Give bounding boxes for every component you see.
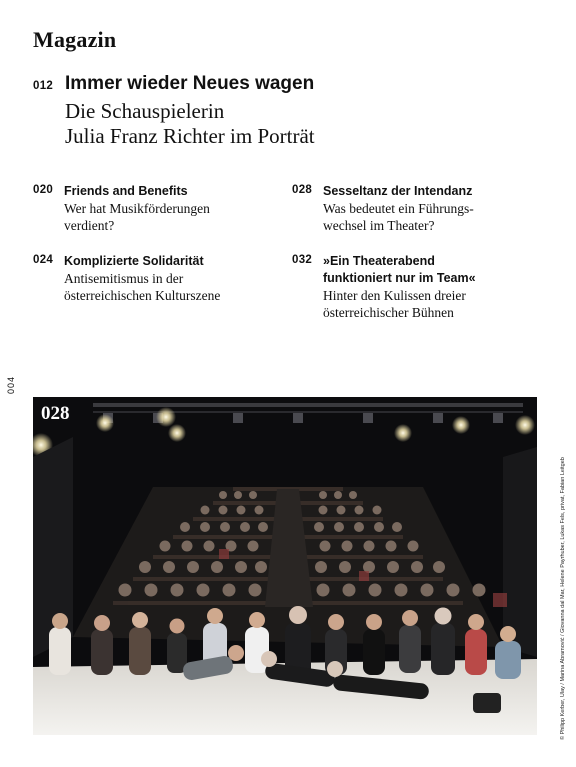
ensemble-photo-illustration <box>33 397 537 735</box>
toc-item-theaterabend[interactable] <box>292 253 527 321</box>
toc-page-number: 024 <box>33 254 54 266</box>
photo-page-badge: 028 <box>41 403 70 424</box>
page-number: 004 <box>6 375 16 394</box>
toc-title: Komplizierte Solidarität <box>64 254 204 268</box>
toc-description-line-2: österreichischer Bühnen <box>323 305 454 320</box>
toc-page-number: 020 <box>33 184 54 196</box>
ensemble-photo[interactable] <box>33 397 537 735</box>
toc-description-line-2: österreichischen Kulturszene <box>64 288 221 303</box>
feature-subline-line-1: Die Schauspielerin <box>65 99 225 123</box>
toc-description-line-1: Wer hat Musikförderungen <box>64 201 210 216</box>
toc-item-friends-and-benefits[interactable] <box>33 183 268 234</box>
toc-title: Friends and Benefits <box>64 184 188 198</box>
toc-title: Sesseltanz der Intendanz <box>323 184 473 198</box>
toc-item-komplizierte-solidaritaet[interactable] <box>33 253 268 304</box>
toc-description-line-1: Antisemitismus in der <box>64 271 184 286</box>
toc-description-line-1: Was bedeutet ein Führungs- <box>323 201 474 216</box>
toc-item-sesseltanz[interactable] <box>292 183 527 234</box>
feature-subline <box>65 99 485 149</box>
toc-title-line-2: funktioniert nur im Team« <box>323 271 476 285</box>
feature-subline-line-2: Julia Franz Richter im Porträt <box>65 124 315 148</box>
toc-description-line-2: verdient? <box>64 218 115 233</box>
feature-page-number: 012 <box>33 80 54 92</box>
photo-credit: © Philipp Kerber, Ulay / Marina Abramović / Giovanna dal Mar, Helene Payrhuber, Lukas Fels, privat, Fabian Leitgeb <box>560 457 566 740</box>
toc-page-number: 028 <box>292 184 313 196</box>
toc-title-line-1: »Ein Theaterabend <box>323 254 435 268</box>
toc-description-line-2: wechsel im Theater? <box>323 218 435 233</box>
toc-page-number: 032 <box>292 254 313 266</box>
toc-description-line-1: Hinter den Kulissen dreier <box>323 288 466 303</box>
section-title: Magazin <box>33 27 117 52</box>
feature-headline: Immer wieder Neues wagen <box>65 73 315 94</box>
